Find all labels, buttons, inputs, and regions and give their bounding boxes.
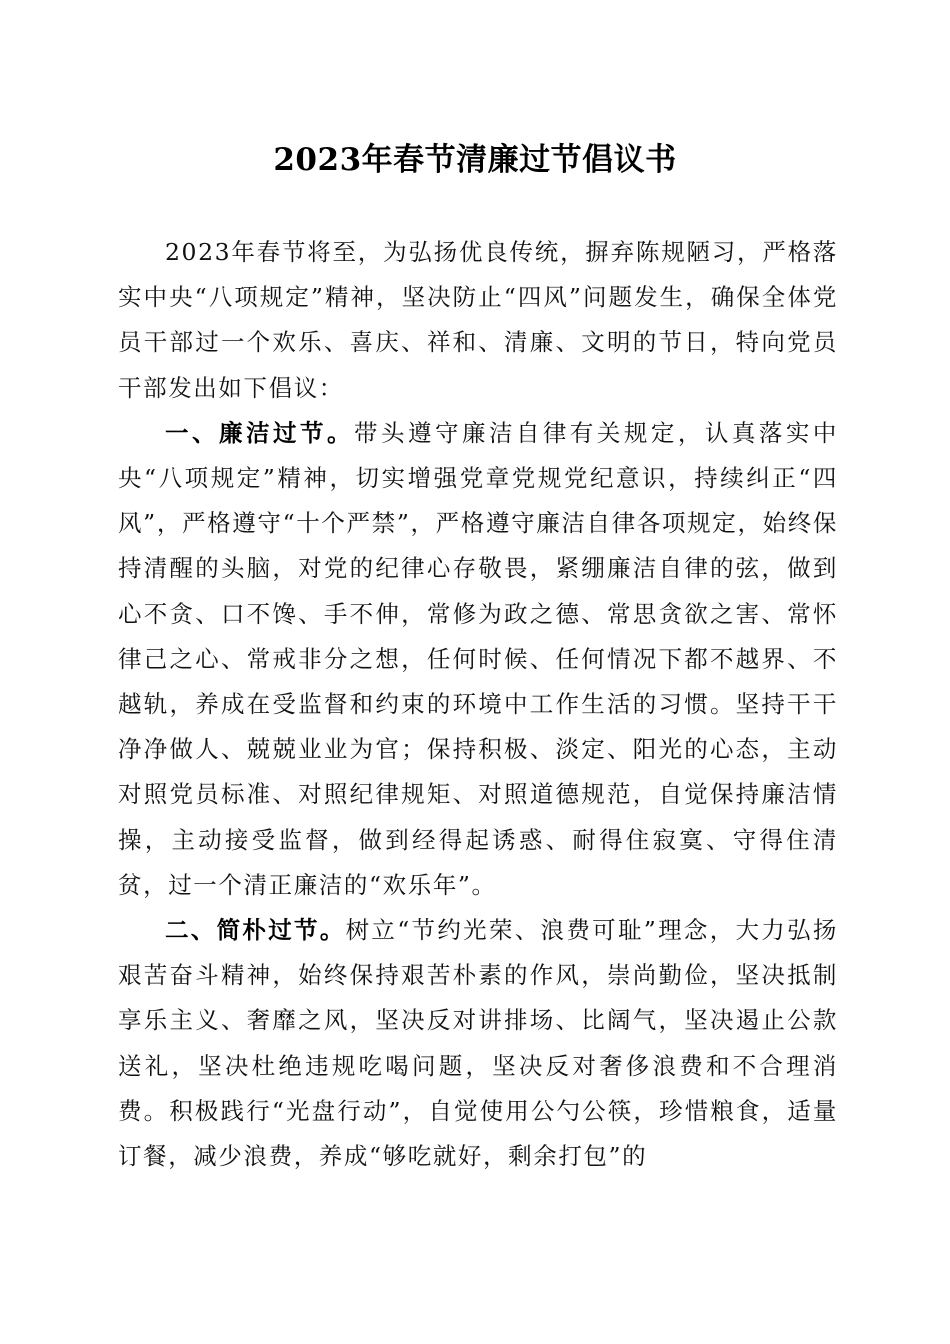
section-text-2: 树立“节约光荣、浪费可耻”理念，大力弘扬艰苦奋斗精神，始终保持艰苦朴素的作风，崇尚勤俭，坚决抵制享乐主义、奢靡之风，坚决反对讲排场、比阔气，坚决遏止公款送礼，坚决杜绝违规吃喝问题，坚决反对奢侈浪费和不合理消费。积极践行“光盘行动”，自觉使用公勺公筷，珍惜粮食，适量订餐，减少浪费，养成“够吃就好，剩余打包”的 (118, 916, 839, 1171)
section-heading-2: 二、简朴过节。 (165, 916, 346, 945)
intro-paragraph: 2023年春节将至，为弘扬优良传统，摒弃陈规陋习，严格落实中央“八项规定”精神，坚决防止“四风”问题发生，确保全体党员干部过一个欢乐、喜庆、祥和、清廉、文明的节日，特向党员干部发出如下倡议： (118, 238, 838, 402)
document-body (118, 230, 838, 1179)
section-paragraph-1 (118, 411, 838, 908)
section-paragraph-2 (118, 908, 838, 1179)
section-text-1: 带头遵守廉洁自律有关规定，认真落实中央“八项规定”精神，切实增强党章党规党纪意识，持续纠正“四风”，严格遵守“十个严禁”，严格遵守廉洁自律各项规定，始终保持清醒的头脑，对党的纪律心存敬畏，紧绷廉洁自律的弦，做到心不贪、口不馋、手不伸，常修为政之德、常思贪欲之害、常怀律己之心、常戒非分之想，任何时候、任何情况下都不越界、不越轨，养成在受监督和约束的环境中工作生活的习惯。坚持干干净净做人、兢兢业业为官；保持积极、淡定、阳光的心态，主动对照党员标准、对照纪律规矩、对照道德规范，自觉保持廉洁情操，主动接受监督，做到经得起诱惑、耐得住寂寞、守得住清贫，过一个清正廉洁的“欢乐年”。 (118, 418, 838, 899)
section-heading-1: 一、廉洁过节。 (165, 418, 354, 447)
document-title: 2023年春节清廉过节倡议书 (273, 142, 677, 178)
